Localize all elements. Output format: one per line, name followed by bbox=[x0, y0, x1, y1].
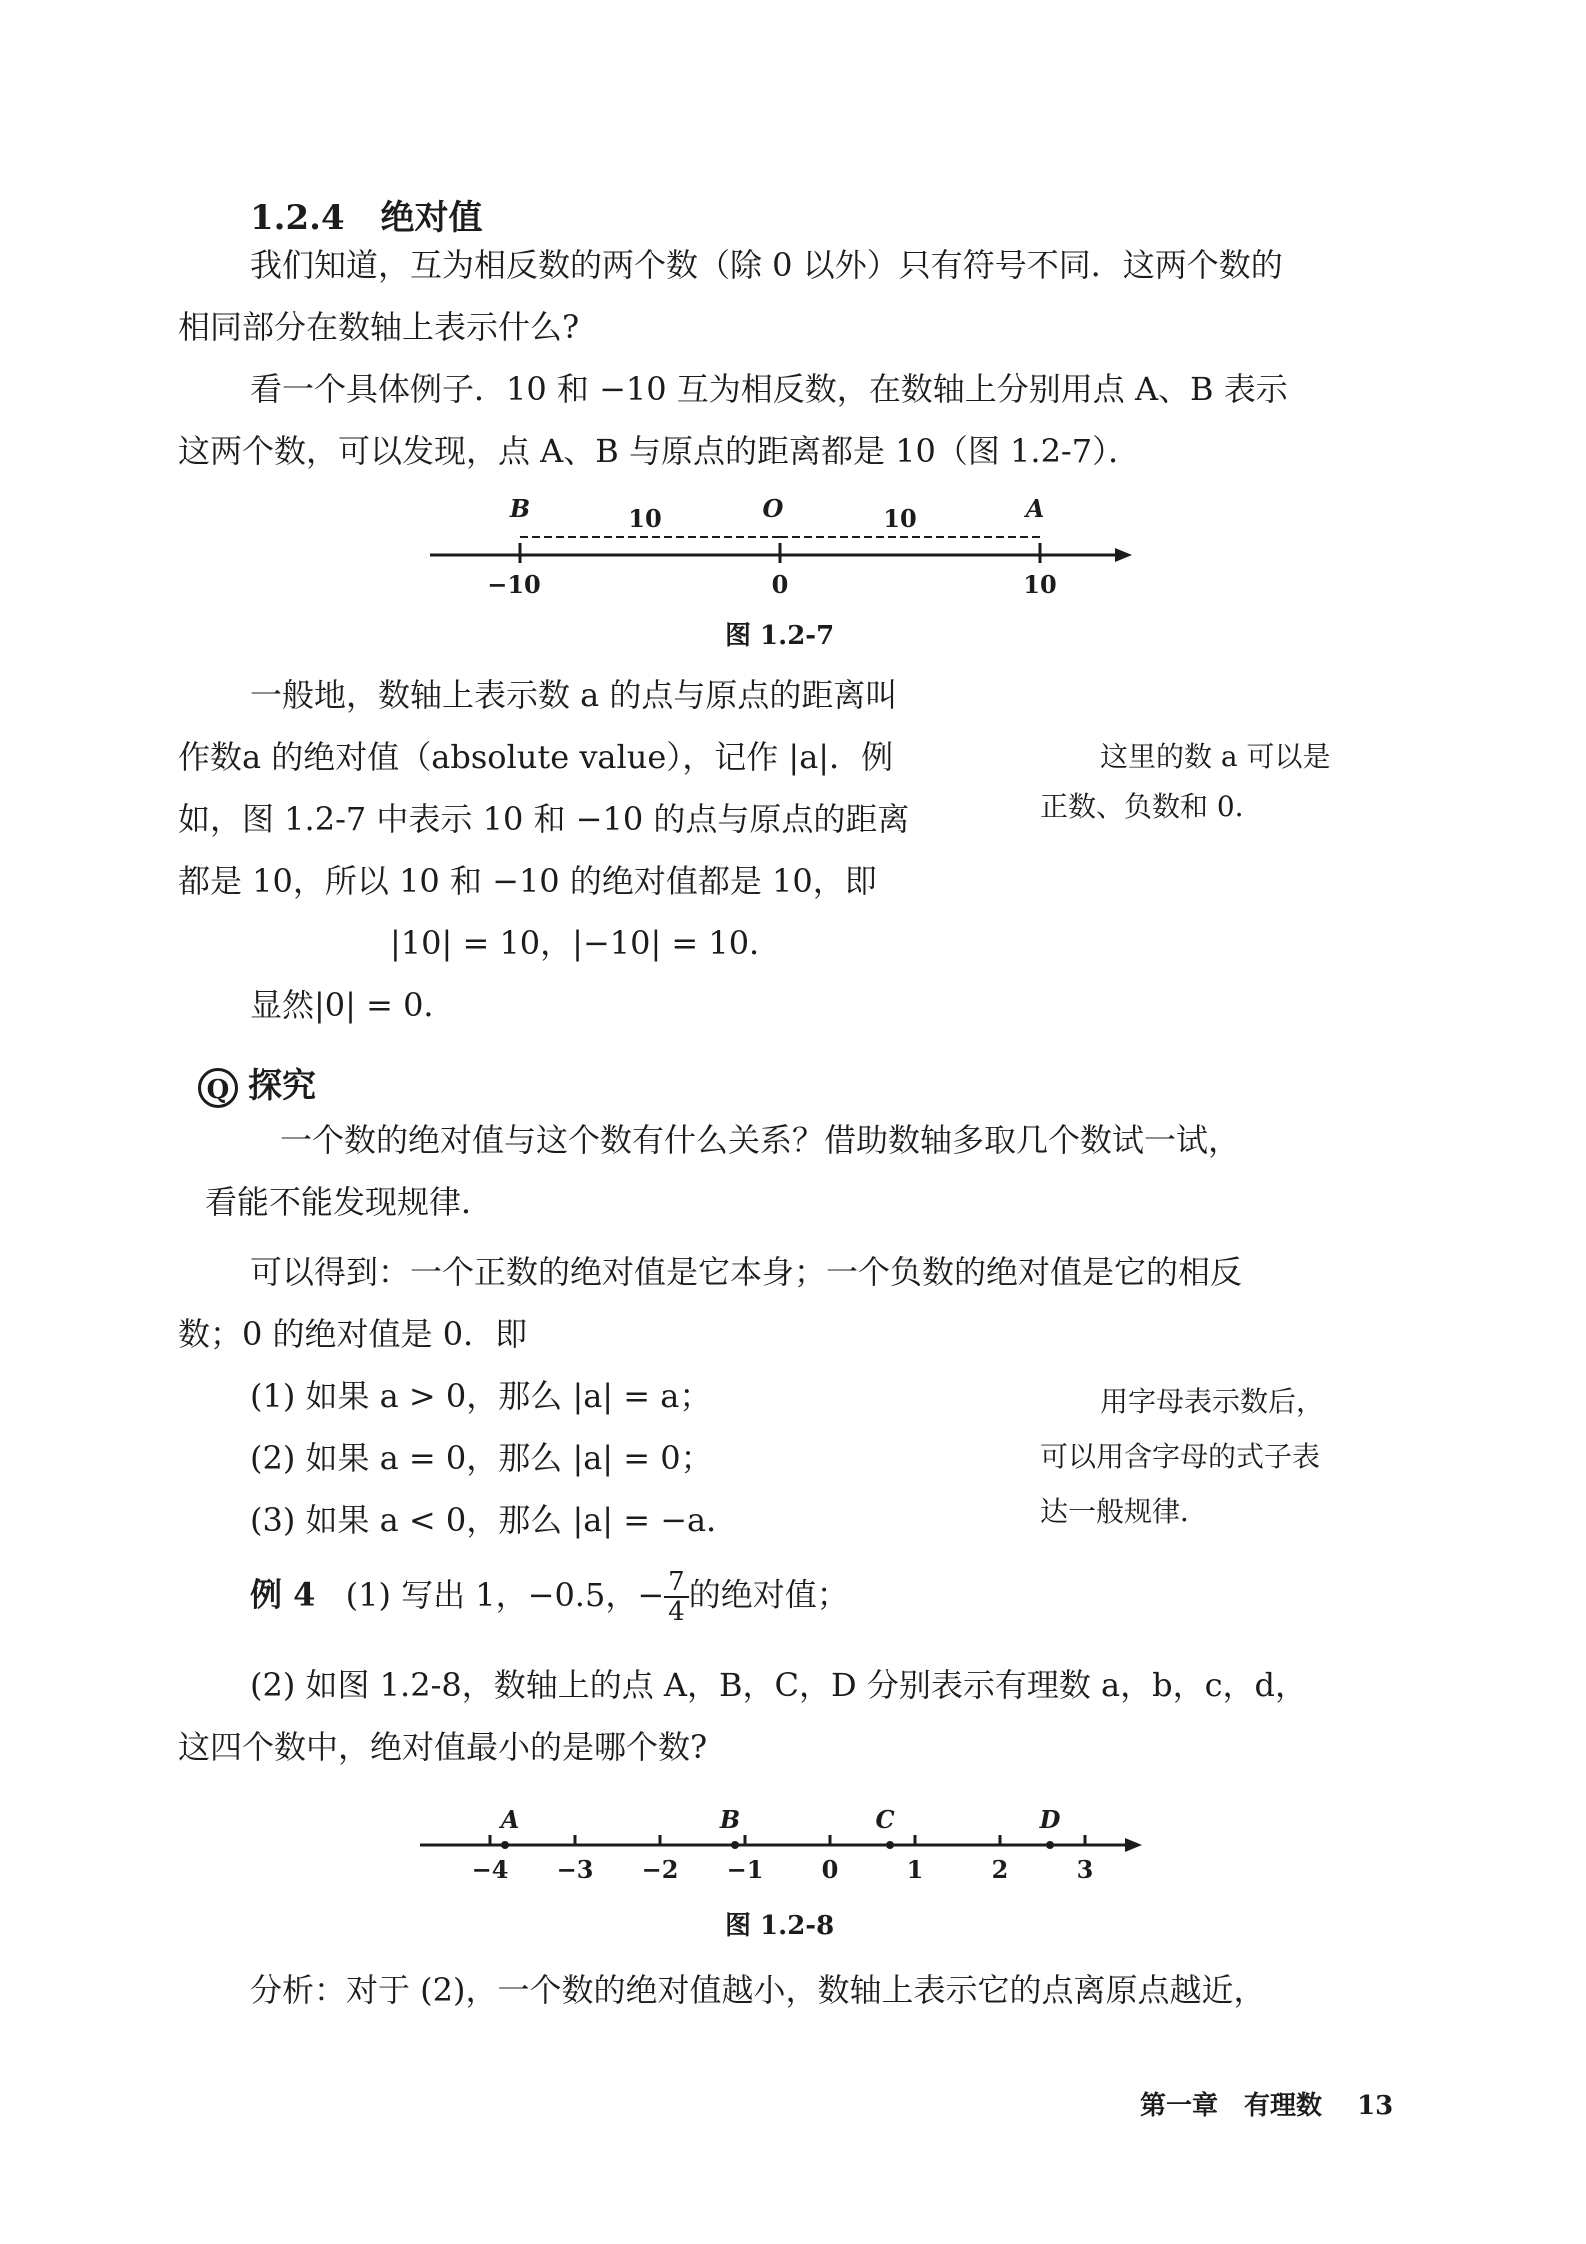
fraction-denominator: 4 bbox=[668, 1597, 685, 1627]
intro-line-2: 相同部分在数轴上表示什么? bbox=[178, 308, 580, 346]
point-A bbox=[501, 1841, 509, 1849]
tick-label-neg1: −1 bbox=[726, 1855, 764, 1884]
tick-label-1: 1 bbox=[906, 1855, 924, 1884]
section-number: 1.2.4 bbox=[250, 198, 345, 238]
rule-1: (1) 如果 a > 0，那么 |a| = a； bbox=[250, 1377, 712, 1415]
tick-label-3: 3 bbox=[1076, 1855, 1094, 1884]
point-label-O: O bbox=[762, 494, 784, 523]
equation-abs-10: |10| = 10，|−10| = 10． bbox=[390, 924, 782, 962]
example-4-part-1 bbox=[250, 1568, 849, 1626]
rule-3: (3) 如果 a < 0，那么 |a| = −a． bbox=[250, 1501, 739, 1539]
definition-line-2: 作数a 的绝对值（absolute value），记作 |a|．例 bbox=[178, 738, 894, 776]
number-line-figure-7 bbox=[420, 485, 1140, 605]
tick-label-0: 0 bbox=[771, 570, 789, 599]
point-C bbox=[886, 1841, 894, 1849]
explore-line-2: 看能不能发现规律． bbox=[205, 1183, 494, 1221]
fraction-numerator: 7 bbox=[664, 1568, 689, 1598]
definition-line-4: 都是 10，所以 10 和 −10 的绝对值都是 10，即 bbox=[178, 862, 877, 900]
side-note-2-line-2: 可以用含字母的式子表 bbox=[1040, 1440, 1321, 1473]
point-label-C: C bbox=[875, 1805, 895, 1834]
example-4-part-2-line-1: (2) 如图 1.2-8，数轴上的点 A，B，C，D 分别表示有理数 a，b，c，d， bbox=[250, 1666, 1307, 1704]
number-line-figure-8 bbox=[410, 1790, 1150, 1900]
figure-8-caption: 图 1.2-8 bbox=[725, 1911, 835, 1941]
tick-label-2: 2 bbox=[991, 1855, 1009, 1884]
definition-line-1: 一般地，数轴上表示数 a 的点与原点的距离叫 bbox=[250, 676, 898, 714]
point-label-A: A bbox=[1025, 494, 1045, 523]
example-line-1: 看一个具体例子．10 和 −10 互为相反数，在数轴上分别用点 A、B 表示 bbox=[250, 370, 1288, 408]
example-4-part-1-prefix: (1) 写出 1，−0.5，− bbox=[345, 1575, 665, 1614]
chapter-title: 第一章 有理数 bbox=[1140, 2091, 1323, 2121]
tick-label-10: 10 bbox=[1023, 570, 1057, 599]
rule-2: (2) 如果 a = 0，那么 |a| = 0； bbox=[250, 1439, 713, 1477]
example-4-part-2-line-2: 这四个数中，绝对值最小的是哪个数? bbox=[178, 1728, 708, 1766]
axis-arrow-icon bbox=[1115, 548, 1132, 562]
distance-label-right: 10 bbox=[883, 504, 917, 533]
point-D bbox=[1046, 1841, 1054, 1849]
result-line-2: 数；0 的绝对值是 0．即 bbox=[178, 1315, 528, 1353]
side-note-2-line-3: 达一般规律． bbox=[1040, 1495, 1209, 1528]
explore-title: 探究 bbox=[248, 1066, 316, 1106]
example-4-label: 例 4 bbox=[250, 1575, 316, 1614]
example-line-2: 这两个数，可以发现，点 A、B 与原点的距离都是 10（图 1.2-7）． bbox=[178, 432, 1141, 470]
intro-line-1: 我们知道，互为相反数的两个数（除 0 以外）只有符号不同．这两个数的 bbox=[250, 246, 1283, 284]
point-B bbox=[731, 1841, 739, 1849]
tick-label-neg4: −4 bbox=[471, 1855, 509, 1884]
explore-line-1: 一个数的绝对值与这个数有什么关系？借助数轴多取几个数试一试， bbox=[280, 1121, 1241, 1159]
example-4-part-1-suffix: 的绝对值； bbox=[688, 1575, 849, 1614]
side-note-2-line-1: 用字母表示数后， bbox=[1100, 1385, 1325, 1418]
definition-line-3: 如，图 1.2-7 中表示 10 和 −10 的点与原点的距离 bbox=[178, 800, 910, 838]
page-number: 13 bbox=[1357, 2091, 1394, 2121]
tick-label-neg3: −3 bbox=[556, 1855, 594, 1884]
tick-label-neg2: −2 bbox=[641, 1855, 679, 1884]
fraction-seven-fourths bbox=[664, 1568, 689, 1626]
tick-label-0: 0 bbox=[821, 1855, 839, 1884]
point-label-A: A bbox=[500, 1805, 520, 1834]
equation-abs-0: 显然|0| = 0． bbox=[250, 986, 456, 1024]
point-label-B: B bbox=[719, 1805, 741, 1834]
point-label-D: D bbox=[1039, 1805, 1061, 1834]
result-line-1: 可以得到：一个正数的绝对值是它本身；一个负数的绝对值是它的相反 bbox=[250, 1253, 1243, 1291]
section-title: 绝对值 bbox=[380, 198, 483, 238]
axis-arrow-icon bbox=[1125, 1838, 1142, 1852]
tick-label-neg10: −10 bbox=[487, 570, 541, 599]
figure-7-caption: 图 1.2-7 bbox=[725, 621, 835, 651]
analysis-line: 分析：对于 (2)，一个数的绝对值越小，数轴上表示它的点离原点越近， bbox=[250, 1971, 1266, 2009]
section-heading bbox=[250, 190, 483, 239]
explore-heading bbox=[198, 1058, 316, 1108]
page-footer bbox=[1140, 2085, 1393, 2122]
distance-label-left: 10 bbox=[628, 504, 662, 533]
side-note-1-line-2: 正数、负数和 0． bbox=[1040, 790, 1263, 823]
point-label-B: B bbox=[509, 494, 531, 523]
side-note-1-line-1: 这里的数 a 可以是 bbox=[1100, 740, 1331, 773]
search-icon: Q bbox=[198, 1068, 238, 1108]
